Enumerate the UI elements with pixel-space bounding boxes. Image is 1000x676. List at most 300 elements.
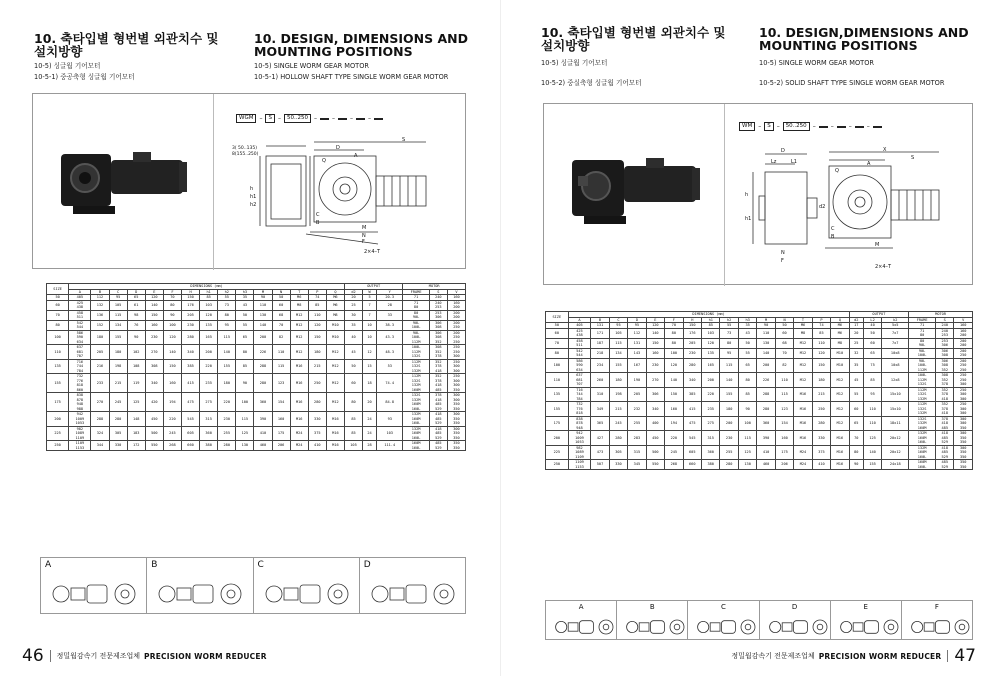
table-cell: M6 [794, 323, 812, 329]
table-cell: 90 [127, 330, 145, 345]
label-3: 3( 50..135) [232, 146, 257, 151]
table-cell: 43.3 [377, 330, 403, 345]
table-cell: 24x18 [882, 460, 909, 470]
label-f: F [362, 239, 365, 245]
table-cell: 90 [738, 402, 756, 417]
col-header: M [254, 289, 272, 295]
table-cell: 405 [568, 323, 591, 329]
col-header: h2 [218, 289, 236, 295]
table-cell: 418 485 529 [429, 412, 447, 427]
table-cell: 115 [272, 359, 290, 374]
table-cell: M16 [290, 374, 308, 393]
table-cell: 260 [591, 373, 609, 388]
footer [731, 646, 976, 666]
mounting-label: A [578, 603, 584, 611]
subtitle-ko-1: 10-5) 싱글웜 기어모터 [541, 59, 608, 67]
table-cell: 194 [163, 393, 181, 412]
table-cell: 200 [720, 416, 738, 431]
col-header: B [91, 289, 109, 295]
table-cell: 40 [344, 330, 362, 345]
technical-drawing [725, 104, 975, 286]
table-cell: 140 [218, 345, 236, 360]
table-cell: 230 [218, 412, 236, 427]
table-cell: 80 [163, 300, 181, 310]
table-cell: 175 [546, 416, 569, 431]
table-cell: 308 [145, 359, 163, 374]
table-cell: 28 [377, 300, 403, 310]
table-cell: 330 [609, 460, 627, 470]
table-cell: 220 [218, 393, 236, 412]
table-cell: 450 [646, 431, 664, 446]
table-row [47, 374, 466, 393]
table-cell: 410 [812, 460, 830, 470]
title-korean: 10. 축타입별 형번별 외관치수 및 설치방향 [541, 25, 726, 53]
dimensions-table [46, 283, 466, 451]
table-cell: 10x8 [882, 358, 909, 373]
table-cell: 288 [254, 359, 272, 374]
table-cell: 105 [609, 328, 627, 338]
table-cell: 71 [403, 295, 429, 301]
table-cell: 103 [377, 426, 403, 441]
table-cell: 245 [109, 393, 127, 412]
mounting-label: E [863, 603, 868, 611]
table-cell: 250 250 300 [954, 373, 973, 388]
col-header: F [665, 317, 683, 323]
table-cell: 1109 1153 [568, 460, 591, 470]
table-cell: 155 [47, 374, 69, 393]
table-cell: 310 [591, 387, 609, 402]
table-cell: 200 [757, 358, 775, 373]
table-cell: 105 [344, 441, 362, 451]
table-cell: 330 [308, 412, 326, 427]
col-header: T [290, 289, 308, 295]
col-header: FRAME [909, 317, 936, 323]
table-cell: 85 [702, 323, 720, 329]
table-cell: 280 [812, 416, 830, 431]
table-cell: M12 [794, 358, 812, 373]
table-row [47, 393, 466, 412]
table-cell: 90L 100L 112M [403, 330, 429, 345]
col-header: k2 [882, 317, 909, 323]
col-header: FRAME [403, 289, 429, 295]
table-cell: 200 250 250 [954, 358, 973, 373]
table-cell: 35 [849, 358, 863, 373]
table-cell: 70 [849, 431, 863, 446]
table-cell: 716 744 784 [568, 387, 591, 402]
subtitle-en-1: 10-5) SINGLE WORM GEAR MOTOR [254, 62, 369, 70]
table-cell: 200 [702, 373, 720, 388]
table-cell: 378 418 485 529 [429, 393, 447, 412]
table-cell: 250 [812, 402, 830, 417]
table-cell: 475 [181, 393, 199, 412]
table-cell: 250 [308, 374, 326, 393]
table-row [546, 460, 973, 470]
col-header: N [272, 289, 290, 295]
table-cell: 25 [849, 338, 863, 348]
table-cell: 460 [757, 460, 775, 470]
table-cell: 300 350 350 [954, 431, 973, 446]
mounting-diagram [41, 558, 147, 613]
table-cell: 215 [812, 387, 830, 402]
table-cell: 74.4 [377, 374, 403, 393]
header-motor: MOTOR [403, 284, 466, 290]
table-cell: 130 [254, 310, 272, 320]
table-cell: 220 [665, 431, 683, 446]
col-header: h1 [200, 289, 218, 295]
mounting-label: C [257, 560, 264, 570]
table-cell: 250 250 300 [447, 345, 465, 360]
table-cell: 115 [720, 358, 738, 373]
table-cell: 230 [683, 348, 701, 358]
table-cell: 545 [683, 431, 701, 446]
table-cell: 180 [109, 345, 127, 360]
table-cell: M12 [290, 320, 308, 330]
table-cell: 60 [849, 402, 863, 417]
table-cell: M8 [326, 310, 344, 320]
col-header: L2 [863, 317, 881, 323]
table-cell: 110 [308, 310, 326, 320]
table-cell: 80 [344, 393, 362, 412]
mounting-label: D [363, 560, 371, 570]
label-c: C [316, 212, 320, 218]
table-cell: 115 [738, 431, 756, 446]
table-cell: M6 [326, 300, 344, 310]
table-cell: 385 [683, 387, 701, 402]
table-cell: 85 [344, 426, 362, 441]
table-cell: 200 250 [954, 348, 973, 358]
table-cell: 275 [200, 393, 218, 412]
table-cell: M6 [831, 323, 849, 329]
company-name: 정밀웜감속기 전문제조업체 [56, 652, 141, 660]
table-cell: 542 544 [568, 348, 591, 358]
table-cell: 280 [757, 402, 775, 417]
table-cell: 148 [127, 412, 145, 427]
table-cell: 50 [236, 310, 254, 320]
table-cell: 206 [272, 441, 290, 451]
table-cell: 55 [849, 387, 863, 402]
table-cell: 152 [91, 320, 109, 330]
table-cell: 120 [163, 330, 181, 345]
table-cell: 7x7 [882, 338, 909, 348]
table-cell: 160 [954, 323, 973, 329]
col-header: A [69, 289, 91, 295]
mounting-diagram [546, 601, 617, 639]
dimensions-table [545, 311, 973, 470]
table-cell: 418 485 529 [936, 445, 954, 460]
company-name: 정밀웜감속기 전문제조업체 [731, 652, 815, 660]
table-row [546, 358, 973, 373]
table-cell: 90L 100L 112M [909, 358, 936, 373]
table-cell: 80 90L [909, 338, 936, 348]
table-cell: 33 [377, 310, 403, 320]
table-cell: 475 [683, 416, 701, 431]
table-cell: 270 [145, 345, 163, 360]
table-cell: 330 [109, 441, 127, 451]
label-2x4t: 2×4–T [875, 264, 892, 270]
col-header: H [683, 317, 701, 323]
table-cell: 95 [628, 323, 646, 329]
col-header: P [308, 289, 326, 295]
table-cell: 105 [109, 300, 127, 310]
table-cell: 85 [308, 300, 326, 310]
subtitle-en-1: 10-5) SINGLE WORM GEAR MOTOR [759, 59, 874, 67]
table-cell: 120 [665, 358, 683, 373]
title-english: 10. DESIGN, DIMENSIONS AND MOUNTING POSITIONS [254, 31, 468, 59]
label-a: A [867, 161, 871, 167]
col-header: B [591, 317, 609, 323]
table-cell: M12 [290, 310, 308, 320]
mounting-positions [545, 600, 973, 640]
table-cell: 245 [163, 426, 181, 441]
table-cell: 132M 160M 160L [403, 426, 429, 441]
table-cell: 115 [236, 412, 254, 427]
table-cell: 130 [236, 441, 254, 451]
table-cell: 234 [591, 358, 609, 373]
table-cell: 98 [127, 310, 145, 320]
table-cell: 125 [236, 426, 254, 441]
label-f: F [781, 258, 784, 264]
mounting-diagram [831, 601, 902, 639]
table-cell: M16 [290, 393, 308, 412]
label-h: h [250, 186, 254, 192]
table-cell: 306 308 [429, 320, 447, 330]
table-cell: 340 [646, 402, 664, 417]
col-header: D [628, 317, 646, 323]
gear-motor-photo [33, 94, 213, 270]
table-cell: 226 [254, 345, 272, 360]
table-cell: 60 [272, 300, 290, 310]
label-x: X [883, 147, 887, 153]
table-row [546, 348, 973, 358]
table-cell: 43 [236, 300, 254, 310]
table-cell: 233 [91, 374, 109, 393]
table-cell: 340 [683, 373, 701, 388]
label-s: S [402, 137, 406, 143]
table-cell: 20 [363, 393, 377, 412]
table-cell: 150 [145, 310, 163, 320]
table-cell: 45 [344, 345, 362, 360]
table-cell: 154 [272, 393, 290, 412]
table-cell: 20.3 [377, 295, 403, 301]
table-cell: 255 [720, 445, 738, 460]
table-cell: 155 [218, 359, 236, 374]
table-cell: 140 [163, 345, 181, 360]
table-cell: 80 90L [403, 310, 429, 320]
col-header: S [429, 289, 447, 295]
table-cell: M16 [290, 412, 308, 427]
table-cell: 125 [863, 431, 881, 446]
table-cell: 175 [272, 426, 290, 441]
table-cell: M12 [794, 348, 812, 358]
table-cell: 160 [775, 431, 793, 446]
table-cell: 280 [683, 358, 701, 373]
table-cell: 110 [254, 300, 272, 310]
table-cell: 68 [272, 310, 290, 320]
header-output: OUTPUT [849, 312, 909, 318]
table-cell: 473 [591, 445, 609, 460]
table-cell: M16 [326, 441, 344, 451]
table-cell: M16 [326, 426, 344, 441]
table-cell: 176 [181, 300, 199, 310]
mounting-label: B [151, 560, 158, 570]
figure-panel [543, 103, 973, 285]
table-cell: 245 [665, 445, 683, 460]
table-cell: 425 438 [568, 328, 591, 338]
table-cell: 230 [181, 320, 199, 330]
table-cell: M12 [831, 373, 849, 388]
table-cell: 71 80 [909, 328, 936, 338]
table-cell: 198 [609, 387, 627, 402]
table-cell: 838 878 948 988 [69, 393, 91, 412]
table-cell: 352 378 418 [936, 387, 954, 402]
mounting-position-d [760, 601, 831, 639]
table-cell: 134 [109, 320, 127, 330]
table-cell: 350 350 [954, 460, 973, 470]
table-cell: 215 [609, 402, 627, 417]
table-cell: 123 [775, 402, 793, 417]
table-cell: 100 [546, 358, 569, 373]
table-cell: 20 [344, 295, 362, 301]
table-cell: 55 [720, 323, 738, 329]
col-header: N [775, 317, 793, 323]
mounting-diagram [760, 601, 831, 639]
table-cell: 5x5 [882, 323, 909, 329]
table-cell: M16 [831, 431, 849, 446]
table-cell: 38.3 [377, 320, 403, 330]
col-header: d2 [344, 289, 362, 295]
table-cell: 10x8 [882, 348, 909, 358]
col-header: W [363, 289, 377, 295]
table-cell: 542 544 [69, 320, 91, 330]
table-cell: 130 [738, 460, 756, 470]
table-cell: 155 [609, 358, 627, 373]
table-cell: 240 253 [936, 328, 954, 338]
table-cell: 160M 160L [403, 441, 429, 451]
table-cell: 132M 160M 160L [403, 412, 429, 427]
col-size: SIZE [546, 312, 569, 323]
col-header: V [954, 317, 973, 323]
table-cell: 70 [775, 348, 793, 358]
table-cell: M10 [831, 358, 849, 373]
table-cell: 306 [646, 387, 664, 402]
table-cell: 100 [47, 330, 69, 345]
table-cell: 140 [646, 328, 664, 338]
table-cell: 90L 100L [909, 348, 936, 358]
table-cell: 240 253 [429, 300, 447, 310]
table-cell: 253 306 [429, 310, 447, 320]
table-cell: 10 [363, 320, 377, 330]
mounting-label: A [45, 560, 52, 570]
table-cell: 100 [163, 320, 181, 330]
table-cell: 340 [145, 374, 163, 393]
table-cell: 288 [91, 412, 109, 427]
table-cell: 315 [702, 431, 720, 446]
table-cell: 135 [702, 348, 720, 358]
table-cell: 18x11 [882, 416, 909, 431]
mounting-position-e [831, 601, 902, 639]
table-cell: 140 [720, 373, 738, 388]
table-row [47, 330, 466, 345]
table-cell: 360 [200, 426, 218, 441]
mounting-label: B [649, 603, 655, 611]
table-cell: 180 [609, 373, 627, 388]
col-header: C [109, 289, 127, 295]
table-cell: 206 [775, 460, 793, 470]
table-row [47, 412, 466, 427]
table-cell: 45 [849, 373, 863, 388]
table-cell: 24 [363, 412, 377, 427]
table-cell: 160 [145, 320, 163, 330]
table-cell: M8 [831, 338, 849, 348]
table-cell: M6 [831, 328, 849, 338]
table-cell: 10 [363, 330, 377, 345]
table-cell: 50 [47, 295, 69, 301]
table-cell: 280 [254, 374, 272, 393]
table-cell: 235 [200, 374, 218, 393]
label-m: M [875, 242, 880, 248]
label-s: S [911, 155, 915, 161]
table-cell: 24 [363, 426, 377, 441]
table-cell: M12 [326, 359, 344, 374]
table-cell: 160 200 [447, 300, 465, 310]
table-cell: 315 [200, 412, 218, 427]
table-cell: M12 [290, 345, 308, 360]
table-cell: 255 [218, 426, 236, 441]
mounting-diagram [617, 601, 688, 639]
table-cell: 280 [609, 431, 627, 446]
table-cell: 194 [665, 416, 683, 431]
table-cell: 345 [628, 460, 646, 470]
table-cell: 288 [757, 387, 775, 402]
table-cell: 415 [181, 374, 199, 393]
table-cell: 65 [236, 330, 254, 345]
table-cell: M12 [326, 374, 344, 393]
table-cell: M12 [326, 345, 344, 360]
table-cell: 80 [665, 338, 683, 348]
label-q: Q [322, 158, 326, 164]
label-l1: L1 [791, 159, 797, 165]
col-header: V [447, 289, 465, 295]
table-cell: 187 [591, 338, 609, 348]
table-cell: 550 [646, 460, 664, 470]
table-row [546, 402, 973, 417]
mounting-diagram [147, 558, 253, 613]
table-cell: 418 485 529 [429, 426, 447, 441]
table-cell: 716 744 784 [69, 359, 91, 374]
table-cell: 15x10 [882, 387, 909, 402]
table-cell: 131 [628, 338, 646, 348]
table-cell: M12 [794, 373, 812, 388]
subtitle-ko-1: 10-5) 싱글웜 기어모터 [34, 62, 101, 70]
table-cell: 140 [863, 445, 881, 460]
col-header: A [568, 317, 591, 323]
gear-motor-photo [544, 104, 724, 286]
table-cell: 360 [254, 393, 272, 412]
table-cell: 135 [47, 359, 69, 374]
table-cell: 390 [254, 412, 272, 427]
label-b: B [831, 234, 835, 240]
table-cell: 120 [812, 348, 830, 358]
table-cell: 180 [308, 345, 326, 360]
subtitle-en-2: 10-5-2) SOLID SHAFT TYPE SINGLE WORM GEAR MOTOR [759, 79, 945, 87]
table-cell: 32 [849, 348, 863, 358]
table-row [47, 300, 466, 310]
page-number: 46 [22, 646, 44, 666]
table-cell: 942 1009 1053 [568, 431, 591, 446]
table-cell: 942 1009 1053 [69, 412, 91, 427]
table-cell: 102 [127, 345, 145, 360]
table-cell: 125 [738, 445, 756, 460]
